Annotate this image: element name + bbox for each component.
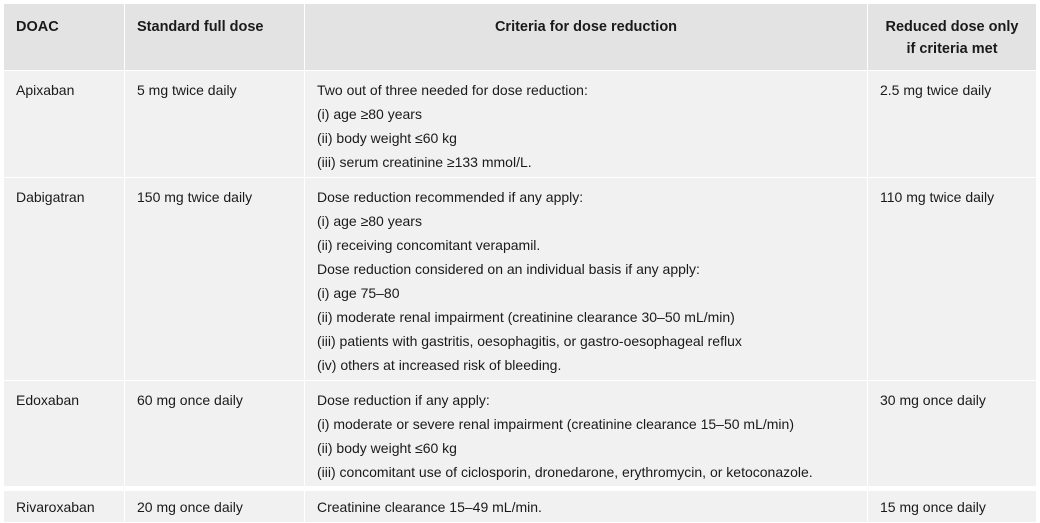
criteria-line: (i) age 75–80 <box>317 285 400 301</box>
header-standard-dose: Standard full dose <box>125 4 305 71</box>
criteria-line: (i) age ≥80 years <box>317 106 422 122</box>
criteria-line: Two out of three needed for dose reduction: <box>317 82 588 98</box>
criteria-line: (iv) others at increased risk of bleeding. <box>317 357 562 373</box>
criteria-line: (iii) patients with gastritis, oesophagitis, or gastro-oesophageal reflux <box>317 333 742 349</box>
standard-dose: 20 mg once daily <box>125 488 305 523</box>
drug-name: Rivaroxaban <box>4 488 125 523</box>
criteria-cell <box>305 71 868 178</box>
criteria-line: (ii) body weight ≤60 kg <box>317 130 457 146</box>
table-row <box>4 71 1037 178</box>
doac-dosing-table <box>3 3 1037 523</box>
reduced-dose: 2.5 mg twice daily <box>868 71 1037 178</box>
criteria-cell <box>305 178 868 381</box>
criteria-line: (ii) body weight ≤60 kg <box>317 440 457 456</box>
reduced-dose: 110 mg twice daily <box>868 178 1037 381</box>
criteria-line: (ii) receiving concomitant verapamil. <box>317 237 541 253</box>
page-edge <box>0 486 1040 491</box>
criteria-line: (iii) concomitant use of ciclosporin, dronedarone, erythromycin, or ketoconazole. <box>317 464 813 480</box>
criteria-line: (i) age ≥80 years <box>317 213 422 229</box>
reduced-dose: 15 mg once daily <box>868 488 1037 523</box>
header-criteria: Criteria for dose reduction <box>305 4 868 71</box>
standard-dose: 5 mg twice daily <box>125 71 305 178</box>
criteria-cell <box>305 381 868 488</box>
criteria-line: (iii) serum creatinine ≥133 mmol/L. <box>317 154 532 170</box>
criteria-cell <box>305 488 868 523</box>
criteria-line: Creatinine clearance 15–49 mL/min. <box>317 499 542 515</box>
header-doac: DOAC <box>4 4 125 71</box>
drug-name: Apixaban <box>4 71 125 178</box>
reduced-dose: 30 mg once daily <box>868 381 1037 488</box>
table-row <box>4 381 1037 488</box>
table-row <box>4 178 1037 381</box>
drug-name: Edoxaban <box>4 381 125 488</box>
header-reduced-dose: Reduced dose only if criteria met <box>868 4 1037 71</box>
criteria-line: (ii) moderate renal impairment (creatinine clearance 30–50 mL/min) <box>317 309 735 325</box>
standard-dose: 150 mg twice daily <box>125 178 305 381</box>
standard-dose: 60 mg once daily <box>125 381 305 488</box>
criteria-line: Dose reduction if any apply: <box>317 392 490 408</box>
table-row <box>4 488 1037 523</box>
criteria-line: Dose reduction considered on an individual basis if any apply: <box>317 261 700 277</box>
drug-name: Dabigatran <box>4 178 125 381</box>
table-header-row <box>4 4 1037 71</box>
criteria-line: (i) moderate or severe renal impairment (creatinine clearance 15–50 mL/min) <box>317 416 794 432</box>
criteria-line: Dose reduction recommended if any apply: <box>317 189 584 205</box>
